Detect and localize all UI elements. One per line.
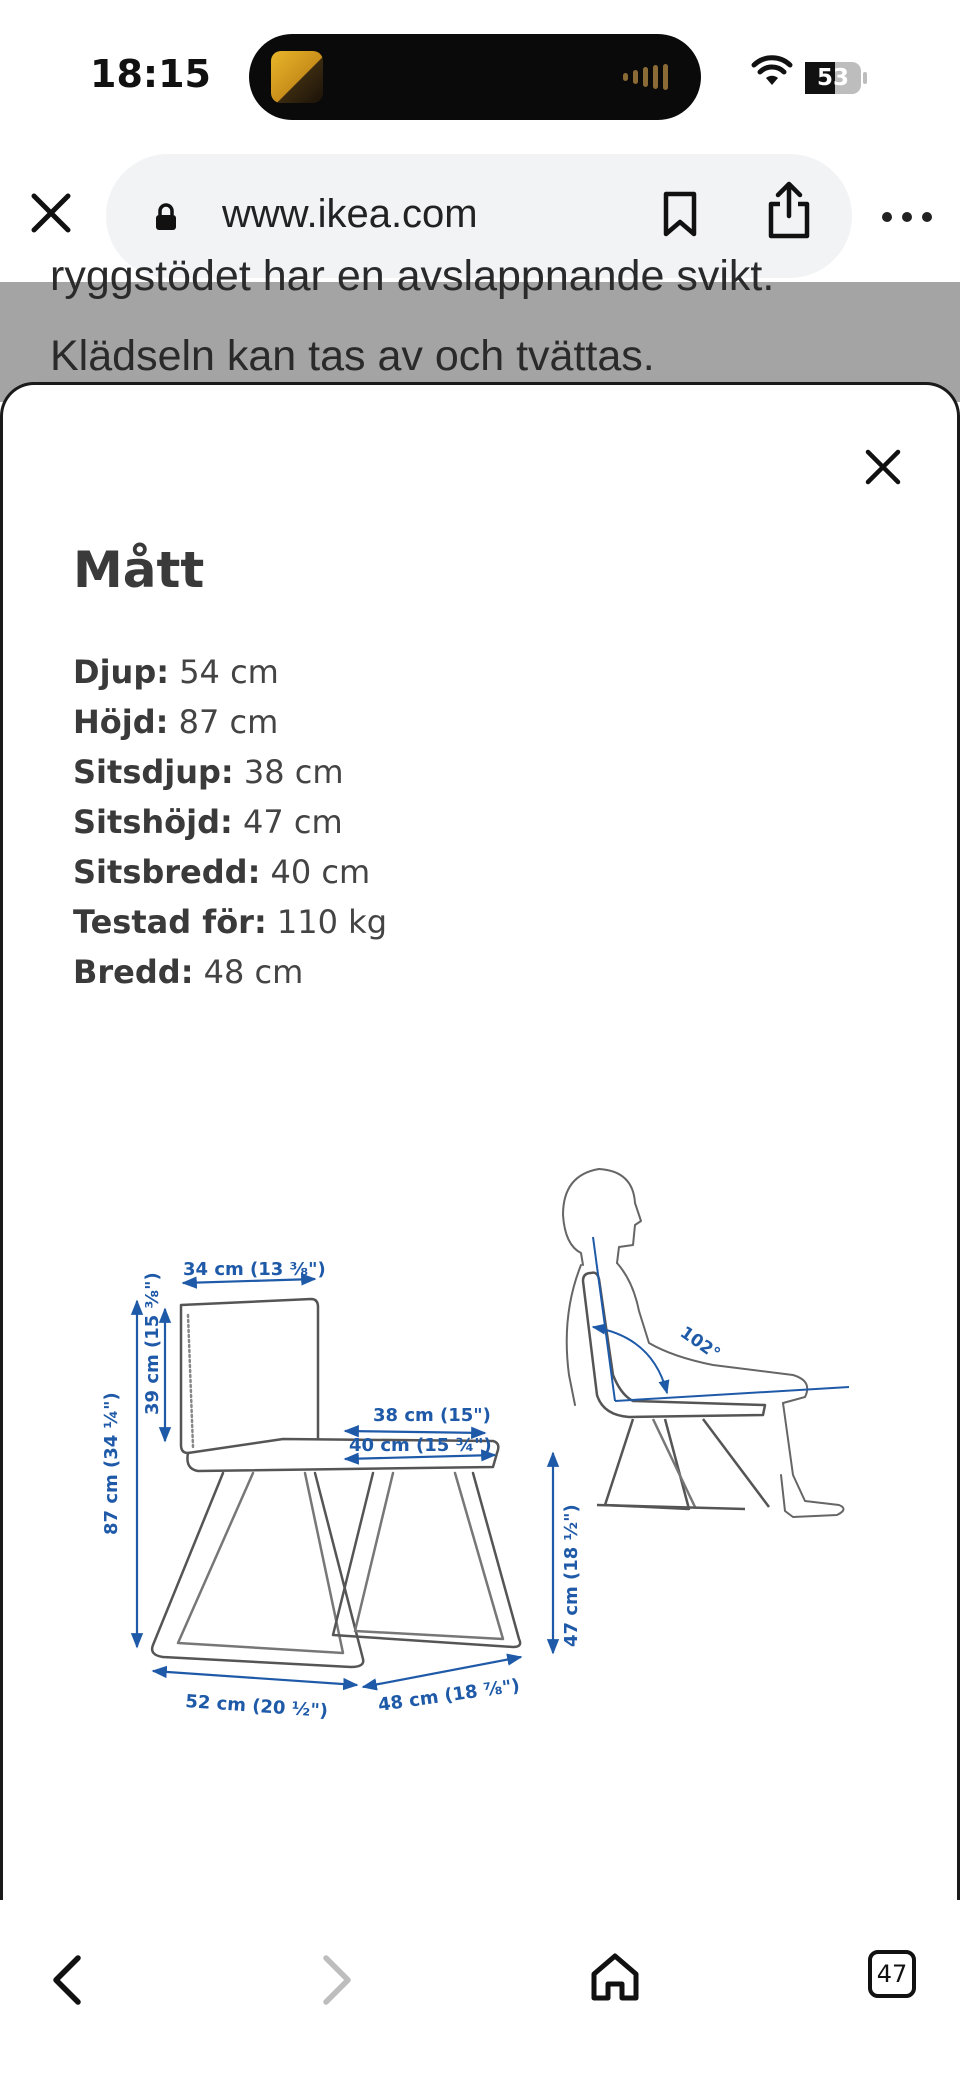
back-height-label: 39 cm (15 ⅜"): [142, 1272, 163, 1415]
width-label: 48 cm (18 ⅞"): [376, 1675, 522, 1716]
spec-value: 87 cm: [178, 703, 279, 741]
spec-row: [73, 847, 387, 897]
spec-label: Sitshöjd:: [73, 803, 233, 841]
product-description-line: Klädseln kan tas av och tvättas.: [50, 332, 655, 380]
seat-depth-label: 38 cm (15"): [373, 1405, 491, 1426]
spec-label: Bredd:: [73, 953, 194, 991]
spec-value: 48 cm: [203, 953, 304, 991]
spec-value: 38 cm: [243, 753, 344, 791]
spec-row: [73, 697, 387, 747]
seat-height-label: 47 cm (18 ½"): [561, 1504, 582, 1647]
status-time: 18:15: [90, 52, 211, 96]
audio-waveform-icon: [623, 64, 675, 90]
side-chair-drawing: [583, 1273, 769, 1509]
spec-value: 40 cm: [270, 853, 371, 891]
wifi-icon: [752, 56, 792, 88]
seat-width-label: 40 cm (15 ¾"): [349, 1435, 492, 1456]
close-icon[interactable]: [28, 190, 74, 236]
back-width-label: 34 cm (13 ⅜"): [183, 1259, 326, 1280]
back-icon[interactable]: [46, 1952, 86, 2008]
spec-value: 110 kg: [276, 903, 388, 941]
spec-label: Testad för:: [73, 903, 267, 941]
dimensions-sheet: [0, 382, 960, 1902]
product-description-line: ryggstödet har en avslappnande svikt.: [50, 252, 775, 300]
sheet-title: Mått: [73, 541, 205, 599]
total-height-label: 87 cm (34 ¼"): [101, 1392, 122, 1535]
spec-value: 54 cm: [179, 653, 279, 691]
home-icon[interactable]: [588, 1950, 642, 2004]
spec-label: Sitsbredd:: [73, 853, 261, 891]
bookmark-icon[interactable]: [661, 190, 699, 238]
spec-row: [73, 747, 387, 797]
spec-row: [73, 897, 387, 947]
now-playing-artwork: [271, 51, 323, 103]
spec-row: [73, 647, 387, 697]
close-icon[interactable]: [861, 445, 905, 489]
spec-value: 47 cm: [242, 803, 343, 841]
dimension-list: [73, 647, 387, 997]
recline-angle-label: 102°: [676, 1322, 724, 1365]
more-menu-icon[interactable]: [882, 212, 932, 222]
depth-label: 52 cm (20 ½"): [184, 1691, 329, 1722]
battery-icon: [805, 62, 867, 94]
spec-label: Sitsdjup:: [73, 753, 234, 791]
dynamic-island[interactable]: [249, 34, 701, 120]
share-icon[interactable]: [766, 180, 812, 240]
recline-angle-indicator: [593, 1237, 849, 1401]
status-bar: [0, 0, 960, 150]
spec-label: Höjd:: [73, 703, 169, 741]
tabs-button[interactable]: 47: [868, 1950, 916, 1998]
spec-row: [73, 797, 387, 847]
url-text[interactable]: www.ikea.com: [222, 192, 478, 236]
spec-label: Djup:: [73, 653, 170, 691]
spec-row: [73, 947, 387, 997]
forward-icon[interactable]: [318, 1952, 358, 2008]
chair-drawing: [152, 1299, 520, 1667]
battery-percentage: 53: [816, 65, 849, 91]
browser-bottom-toolbar: [0, 1900, 960, 2087]
lock-icon: [154, 202, 178, 232]
chair-dimension-diagram: [93, 1075, 893, 1855]
